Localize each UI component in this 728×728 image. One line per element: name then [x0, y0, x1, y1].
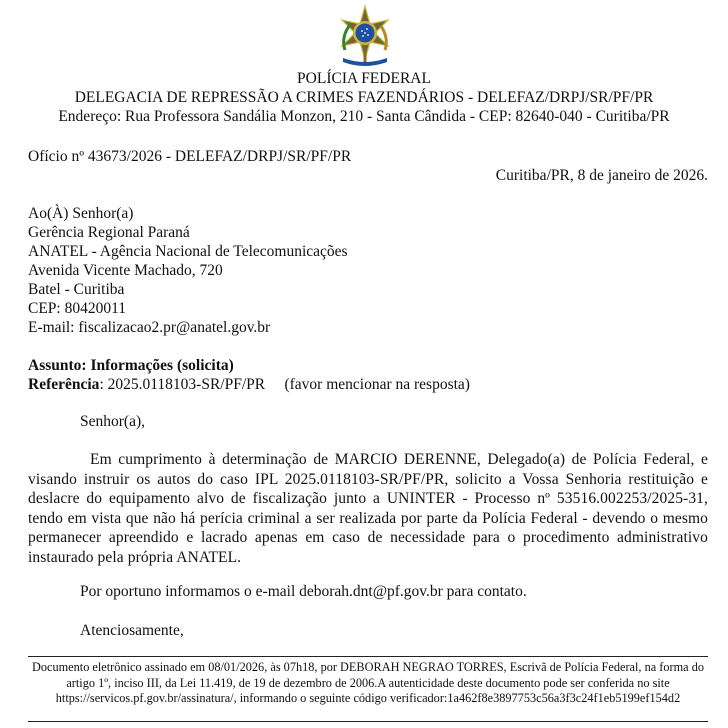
reference-value: : 2025.0118103-SR/PF/PR (favor mencionar na resposta): [99, 376, 470, 393]
org-title: POLÍCIA FEDERAL: [297, 70, 431, 87]
recipient-line: Avenida Vicente Machado, 720: [28, 262, 223, 279]
recipient-email: E-mail: fiscalizacao2.pr@anatel.gov.br: [28, 319, 271, 336]
reference-label: Referência: [28, 376, 100, 393]
unit-address: Endereço: Rua Professora Sandália Monzon, 210 - Santa Cândida - CEP: 82640-040 - Curitiba/PR: [58, 108, 670, 125]
footer-divider: [28, 656, 708, 657]
recipient-line: Batel - Curitiba: [28, 281, 125, 298]
brazil-coat-of-arms-icon: [337, 4, 393, 68]
body-paragraph: Em cumprimento à determinação de MARCIO DERENNE, Delegado(a) de Polícia Federal, e visando instruir os autos do caso IPL 2025.0118103-SR/PF/PR, solicito a Vossa Senhoria restituição e deslacre do equipamento alvo de fiscalização junto a UNINTER - Processo nº 53516.002253/2025-31, tendo em vista que não há perícia criminal a ser realizada por parte da Polícia Federal - devendo o mesmo permanecer apreendido e lacrado apenas em caso de necessidade para o procedimento administrativo instaurado pela própria ANATEL.: [28, 451, 708, 566]
contact-paragraph: Por oportuno informamos o e-mail deborah.dnt@pf.gov.br para contato.: [80, 583, 527, 600]
recipient-line: CEP: 80420011: [28, 300, 127, 317]
signature-footer: Documento eletrônico assinado em 08/01/2026, às 07h18, por DEBORAH NEGRAO TORRES, Escrivã de Polícia Federal, na forma do artigo 1º, inciso III, da Lei 11.419, de 19 de dezembro de 2006.A autenticidade deste documento pode ser conferida no site https://servicos.pf.gov.br/assinatura/, informando o seguinte código verificador:1a462f8e3897753c56a3f3c24f1eb5199ef154d2: [31, 660, 704, 706]
salutation: Senhor(a),: [80, 413, 145, 430]
unit-title: DELEGACIA DE REPRESSÃO A CRIMES FAZENDÁRIOS - DELEFAZ/DRPJ/SR/PF/PR: [74, 89, 654, 106]
reference-line: [28, 376, 470, 394]
footer-divider: [28, 721, 708, 722]
oficio-number: Ofício nº 43673/2026 - DELEFAZ/DRPJ/SR/PF/PR: [28, 148, 352, 165]
recipient-line: ANATEL - Agência Nacional de Telecomunicações: [28, 243, 348, 260]
recipient-line: Gerência Regional Paraná: [28, 224, 190, 241]
recipient-line: Ao(À) Senhor(a): [28, 205, 134, 222]
place-date: Curitiba/PR, 8 de janeiro de 2026.: [495, 167, 708, 184]
closing: Atenciosamente,: [80, 622, 184, 639]
subject-line: Assunto: Informações (solicita): [28, 357, 234, 374]
